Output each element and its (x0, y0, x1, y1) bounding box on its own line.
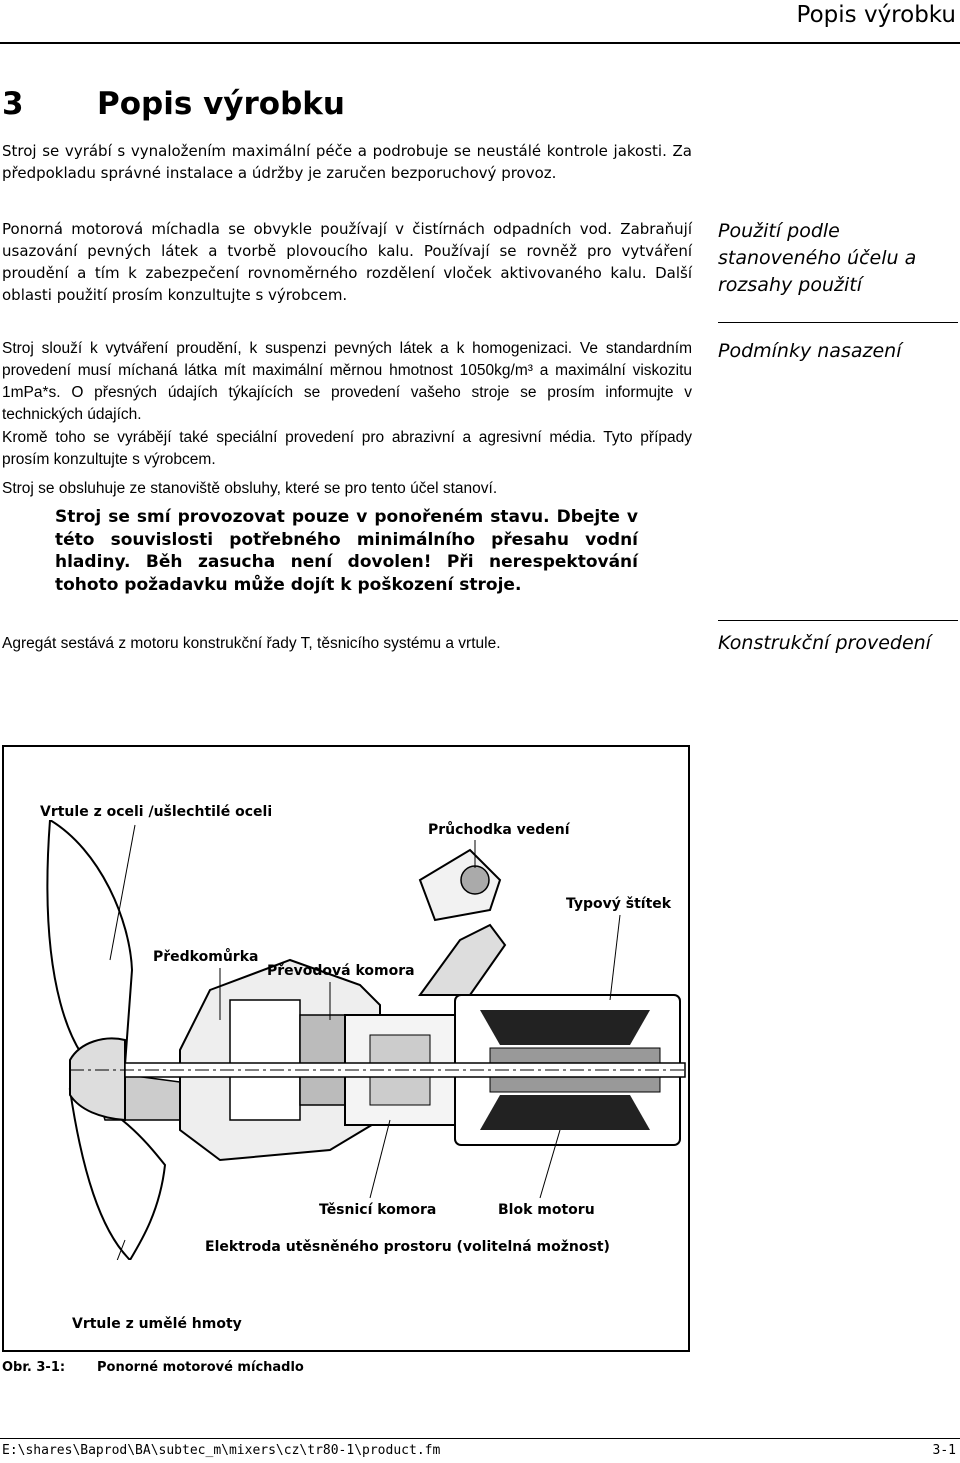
leader-nameplate (610, 915, 620, 1000)
figure-caption-text: Ponorné motorové míchadlo (97, 1360, 304, 1375)
label-prechamber: Předkomůrka (153, 949, 259, 965)
usage-paragraph: Ponorná motorová míchadla se obvykle používají v čistírnách odpadních vod. Zabraňují usazování pevných látek a tvorbě plovoucího kalu. Používají se rovněž pro vytváření proudění a tím k zabezpečení rovnoměrného rozdělení vloček aktivovaného kalu. Další oblasti použití prosím konzultujte s výrobcem. (2, 220, 692, 304)
margin-note-divider (718, 322, 958, 323)
margin-note-use: Použití podle stanoveného účelu a rozsahy použití (718, 220, 917, 296)
cable-gland (461, 866, 489, 894)
header-divider (0, 42, 960, 44)
footer-file-path: E:\shares\Baprod\BA\subtec_m\mixers\cz\tr80-1\product.fm (2, 1443, 441, 1458)
margin-note-conditions: Podmínky nasazení (718, 340, 902, 362)
conditions-text: Stroj slouží k vytváření proudění, k suspenzi pevných látek a k homogenizaci. Ve standardním provedení musí míchaná látka mít maximální měrnou hmotnost 1050kg/m³ a maximální viskozitu 1mPa*s. O přesných údajích týkajících se provedení vašeho stroje se prosím informujte v technických údajích. (2, 340, 692, 423)
footer-page-number: 3-1 (932, 1443, 956, 1458)
label-electrode: Elektroda utěsněného prostoru (volitelná možnost) (205, 1239, 610, 1255)
chapter-number: 3 (2, 86, 24, 122)
special-design-paragraph: Kromě toho se vyrábějí také speciální provedení pro abrazivní a agresivní média. Tyto případy prosím konzultujte s výrobcem. (2, 429, 692, 468)
label-cable-entry: Průchodka vedení (428, 822, 570, 838)
intro-paragraph: Stroj se vyrábí s vynaložením maximální péče a podrobuje se neustálé kontrole jakosti. Za předpokladu správné instalace a údržby je zaručen bezporuchový provoz. (2, 142, 692, 182)
footer-divider (0, 1438, 960, 1439)
stator-lower (480, 1095, 650, 1130)
margin-note-divider (718, 620, 958, 621)
design-paragraph: Agregát sestává z motoru konstrukční řady T, těsnicího systému a vrtule. (2, 635, 501, 652)
operation-paragraph: Stroj se obsluhuje ze stanoviště obsluhy, které se pro tento účel stanoví. (2, 480, 498, 497)
label-motor-block: Blok motoru (498, 1202, 595, 1218)
mixer-cross-section-drawing (30, 820, 690, 1260)
figure-caption-number: Obr. 3-1: (2, 1360, 66, 1375)
chapter-title: Popis výrobku (97, 86, 345, 122)
margin-note-design: Konstrukční provedení (718, 632, 931, 654)
label-nameplate: Typový štítek (566, 896, 672, 912)
page-header-title: Popis výrobku (796, 2, 956, 28)
leader-seal-chamber (370, 1120, 390, 1198)
label-propeller-steel: Vrtule z oceli /ušlechtilé oceli (40, 804, 273, 820)
stator-upper (480, 1010, 650, 1045)
cable-entry-housing (420, 925, 505, 995)
label-propeller-plastic: Vrtule z umělé hmoty (72, 1316, 242, 1332)
gear-set (230, 1000, 300, 1120)
label-gear-chamber: Převodová komora (267, 963, 415, 979)
conditions-paragraph (2, 338, 692, 426)
gear-wheel (300, 1015, 345, 1105)
warning-text: Stroj se smí provozovat pouze v ponořeném stavu. Dbejte v této souvislosti potřebného minimálního přesahu vodní hladiny. Běh zasucha není dovolen! Při nerespektování tohoto požadavku může dojít k poškození stroje. (55, 507, 638, 595)
label-seal-chamber: Těsnicí komora (319, 1202, 437, 1218)
